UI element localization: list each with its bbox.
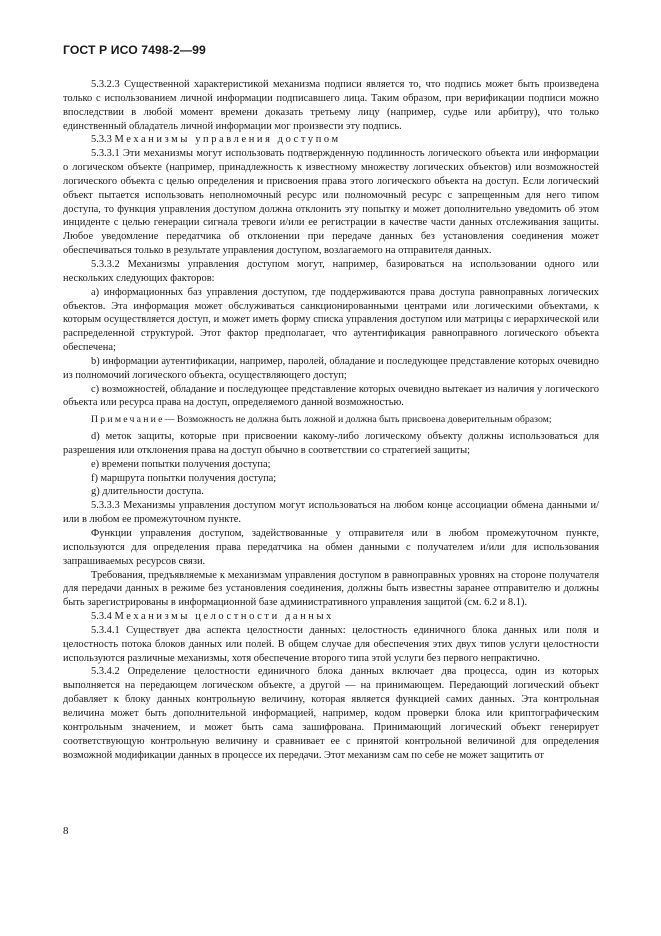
paragraph-5-3-4-2: 5.3.4.2 Определение целостности единичного блока данных включает два процесса, один из которых выполняется на передающем логическом объекте, а другой — на принимающем. Передающий логический объект добавляет к блоку данных контрольную величину, которая является функцией самих данных. Эта контрольная величина может быть дополнительной информацией, например, кодом проверки блока или криптографическим контрольным значением, и может быть сама зашифрована. Принимающий логический объект генерирует соответствующую контрольную величину и сравнивает ее с принятой контрольной величиной для определения возможной модификации данных в процессе их передачи. Этот механизм сам по себе не может защитить от (63, 666, 599, 761)
paragraph-5-3-3-1: 5.3.3.1 Эти механизмы могут использовать подтвержденную подлинность логического объекта или информации о логическом объекте (например, принадлежность к известному множеству логических объектов) или возможностей логического объекта с целью определения и присвоения права этого логического объекта на доступ. Если логический объект пытается использовать неполномочный ресурс или полномочный ресурс с запрещенным для него типом доступа, то функция управления доступом должна отклонить эту попытку и может дополнительно уведомить об этом инциденте с целью генерации сигнала тревоги и/или ее регистрации в качестве части данных отслеживания защиты. Любое уведомление передатчика об отклонении при передаче данных без установления соединения может обеспечиваться только в результате управления доступом, возлагаемого на отправителя данных. (63, 148, 599, 257)
section-title: Механизмы целостности данных (114, 611, 334, 623)
list-item-g: g) длительности доступа. (91, 486, 204, 498)
section-heading-5-3-4 (63, 610, 599, 624)
section-number: 5.3.4 (91, 611, 112, 623)
paragraph-5-3-3-2: 5.3.3.2 Механизмы управления доступом могут, например, базироваться на использовании одного или нескольких следующих факторов: (63, 258, 599, 284)
document-code-header: ГОСТ Р ИСО 7498-2—99 (63, 43, 206, 57)
paragraph-5-3-4-1: 5.3.4.1 Существует два аспекта целостности данных: целостность единичного блока данных или поля и целостность потока блоков данных или полей. В общем случае для обеспечения этих двух типов услуги целостности используются различные механизмы, хотя обеспечение второго типа этой услуги без первого непрактично. (63, 624, 599, 664)
section-heading-5-3-3 (63, 133, 599, 147)
note (63, 413, 599, 427)
list-item-a: a) информационных баз управления доступом, где поддерживаются права доступа равноправных логических объектов. Эта информация может обслуживаться санкционированными центрами или логическими объектами, к которым осуществляется доступ, и может иметь форму списка управления доступом или матрицы с иерархической или распределенной структурой. Этот фактор предполагает, что аутентификация равноправного логического объекта обеспечена; (63, 286, 599, 354)
note-text: — Возможность не должна быть ложной и должна быть присвоена доверительным образом; (164, 414, 552, 426)
paragraph-5-3-2-3: 5.3.2.3 Существенной характеристикой механизма подписи является то, что подпись может быть произведена только с использованием личной информации подписавшего лица. Таким образом, при верификации подписи можно впоследствии в любой момент времени доказать третьему лицу (например, судье или арбитру), что только единственный обладатель личной информации мог произвести эту подпись. (63, 79, 599, 132)
list-item-f: f) маршрута попытки получения доступа; (91, 472, 277, 484)
section-title: Механизмы управления доступом (114, 134, 341, 146)
list-item-e: e) времени попытки получения доступа; (91, 458, 271, 470)
paragraph-functions: Функции управления доступом, задействованные у отправителя или в любом промежуточном пункте, используются для определения права передатчика на обмен данными с получателем и/или для использования запрашиваемых ресурсов связи. (63, 528, 599, 567)
page-body (63, 78, 599, 762)
list-item-b: b) информации аутентификации, например, паролей, обладание и последующее представление которых очевидно из полномочий логического объекта, осуществляющего доступ; (63, 355, 599, 381)
paragraph-requirements: Требования, предъявляемые к механизмам управления доступом в равноправных уровнях на стороне получателя для передачи данных в режиме без установления соединения, должны быть известны заранее отправителю и должны быть зарегистрированы в информационной базе административного управления защитой (см. 6.2 и 8.1). (63, 569, 599, 609)
section-number: 5.3.3 (91, 134, 112, 146)
note-label: Примечание (91, 414, 165, 426)
list-item-c: c) возможностей, обладание и последующее представление которых очевидно вытекает из наличия у логического объекта или ресурса права на доступ, определяемого данной возможностью. (63, 383, 599, 409)
list-item-d: d) меток защиты, которые при присвоении какому-либо логическому объекту должны использоваться для разрешения или отклонения права на доступ обычно в соответствии со стратегией защиты; (63, 431, 599, 456)
page-number: 8 (63, 825, 69, 837)
paragraph-5-3-3-3: 5.3.3.3 Механизмы управления доступом могут использоваться на любом конце ассоциации обмена данными и/или в любом ее промежуточном пункте. (63, 500, 599, 526)
